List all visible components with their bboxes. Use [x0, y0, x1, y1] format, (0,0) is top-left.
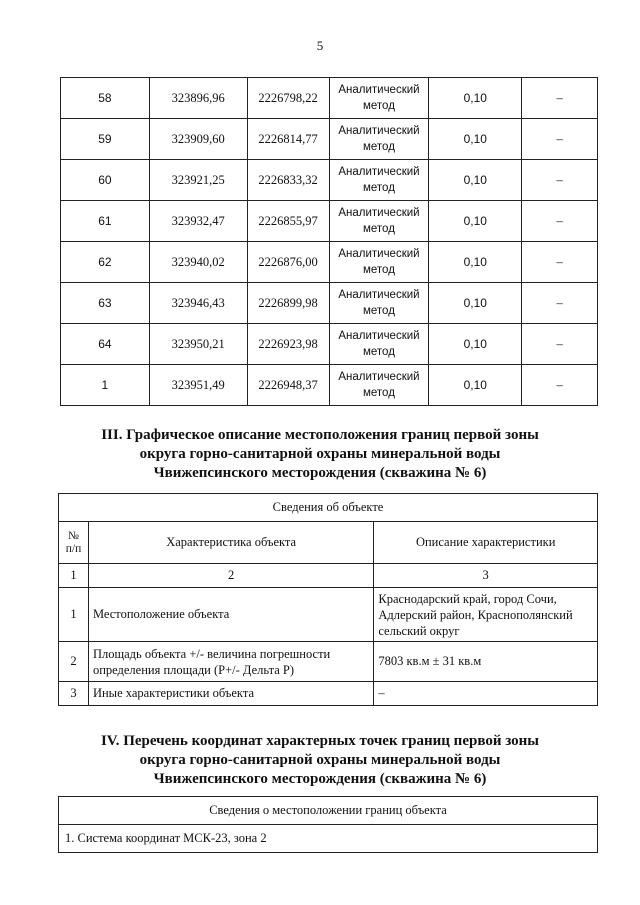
point-number: 58 — [61, 78, 150, 119]
page-number: 5 — [316, 38, 324, 53]
accuracy: 0,10 — [429, 160, 522, 201]
coordinate-row — [61, 365, 598, 406]
object-info-table — [58, 493, 598, 706]
location-info-table — [58, 796, 598, 853]
coordinate-row — [61, 78, 598, 119]
coordinate-row — [61, 119, 598, 160]
point-description: – — [522, 78, 598, 119]
index-cell: 1 — [59, 564, 89, 588]
accuracy: 0,10 — [429, 365, 522, 406]
table-row: 2 Площадь объекта +/- величина погрешности определения площади (Р+/- Дельта Р) 7803 кв.м ± 31 кв.м — [59, 642, 598, 682]
accuracy: 0,10 — [429, 242, 522, 283]
col-description-header: Описание характеристики — [374, 522, 598, 564]
coordinate-row — [61, 201, 598, 242]
point-number: 63 — [61, 283, 150, 324]
coord-x: 323940,02 — [149, 242, 247, 283]
method-cell: Аналитический метод — [329, 119, 429, 160]
point-number: 60 — [61, 160, 150, 201]
accuracy: 0,10 — [429, 201, 522, 242]
table-row: 3 Иные характеристики объекта – — [59, 682, 598, 706]
coord-y: 2226923,98 — [247, 324, 329, 365]
point-number: 1 — [61, 365, 150, 406]
coordinate-row — [61, 242, 598, 283]
col-num-header: № п/п — [59, 522, 89, 564]
coordinate-row — [61, 324, 598, 365]
coord-y: 2226855,97 — [247, 201, 329, 242]
coord-x: 323921,25 — [149, 160, 247, 201]
coord-x: 323896,96 — [149, 78, 247, 119]
section-4-heading: IV. Перечень координат характерных точек границ первой зоны округа горно-санитарной охраны минеральной воды Чвижепсинского месторождения (скважина № 6) — [100, 733, 540, 787]
method-cell: Аналитический метод — [329, 160, 429, 201]
coordinate-row — [61, 160, 598, 201]
table-row: 1 Местоположение объекта Краснодарский край, город Сочи, Адлерский район, Краснополянский сельский округ — [59, 588, 598, 642]
point-description: – — [522, 324, 598, 365]
point-number: 64 — [61, 324, 150, 365]
accuracy: 0,10 — [429, 324, 522, 365]
coord-y: 2226948,37 — [247, 365, 329, 406]
point-number: 59 — [61, 119, 150, 160]
method-cell: Аналитический метод — [329, 242, 429, 283]
point-description: – — [522, 242, 598, 283]
coord-y: 2226814,77 — [247, 119, 329, 160]
method-cell: Аналитический метод — [329, 283, 429, 324]
coord-x: 323909,60 — [149, 119, 247, 160]
coord-y: 2226798,22 — [247, 78, 329, 119]
coord-y: 2226833,32 — [247, 160, 329, 201]
method-cell: Аналитический метод — [329, 365, 429, 406]
method-cell: Аналитический метод — [329, 78, 429, 119]
index-cell: 3 — [374, 564, 598, 588]
point-description: – — [522, 160, 598, 201]
coord-x: 323950,21 — [149, 324, 247, 365]
section-3-heading: III. Графическое описание местоположения границ первой зоны округа горно-санитарной охраны минеральной воды Чвижепсинского месторождения (скважина № 6) — [101, 427, 539, 481]
point-number: 62 — [61, 242, 150, 283]
point-description: – — [522, 119, 598, 160]
point-description: – — [522, 283, 598, 324]
accuracy: 0,10 — [429, 78, 522, 119]
location-table-caption: Сведения о местоположении границ объекта — [59, 797, 598, 825]
point-number: 61 — [61, 201, 150, 242]
accuracy: 0,10 — [429, 283, 522, 324]
point-description: – — [522, 365, 598, 406]
method-cell: Аналитический метод — [329, 324, 429, 365]
coordinate-system-item: 1. Система координат МСК-23, зона 2 — [59, 825, 598, 853]
coord-x: 323951,49 — [149, 365, 247, 406]
point-description: – — [522, 201, 598, 242]
coord-x: 323946,43 — [149, 283, 247, 324]
coordinates-table — [60, 77, 598, 406]
object-table-caption: Сведения об объекте — [59, 494, 598, 522]
method-cell: Аналитический метод — [329, 201, 429, 242]
index-cell: 2 — [88, 564, 373, 588]
coordinate-row — [61, 283, 598, 324]
accuracy: 0,10 — [429, 119, 522, 160]
col-characteristic-header: Характеристика объекта — [88, 522, 373, 564]
coord-x: 323932,47 — [149, 201, 247, 242]
coord-y: 2226876,00 — [247, 242, 329, 283]
coord-y: 2226899,98 — [247, 283, 329, 324]
